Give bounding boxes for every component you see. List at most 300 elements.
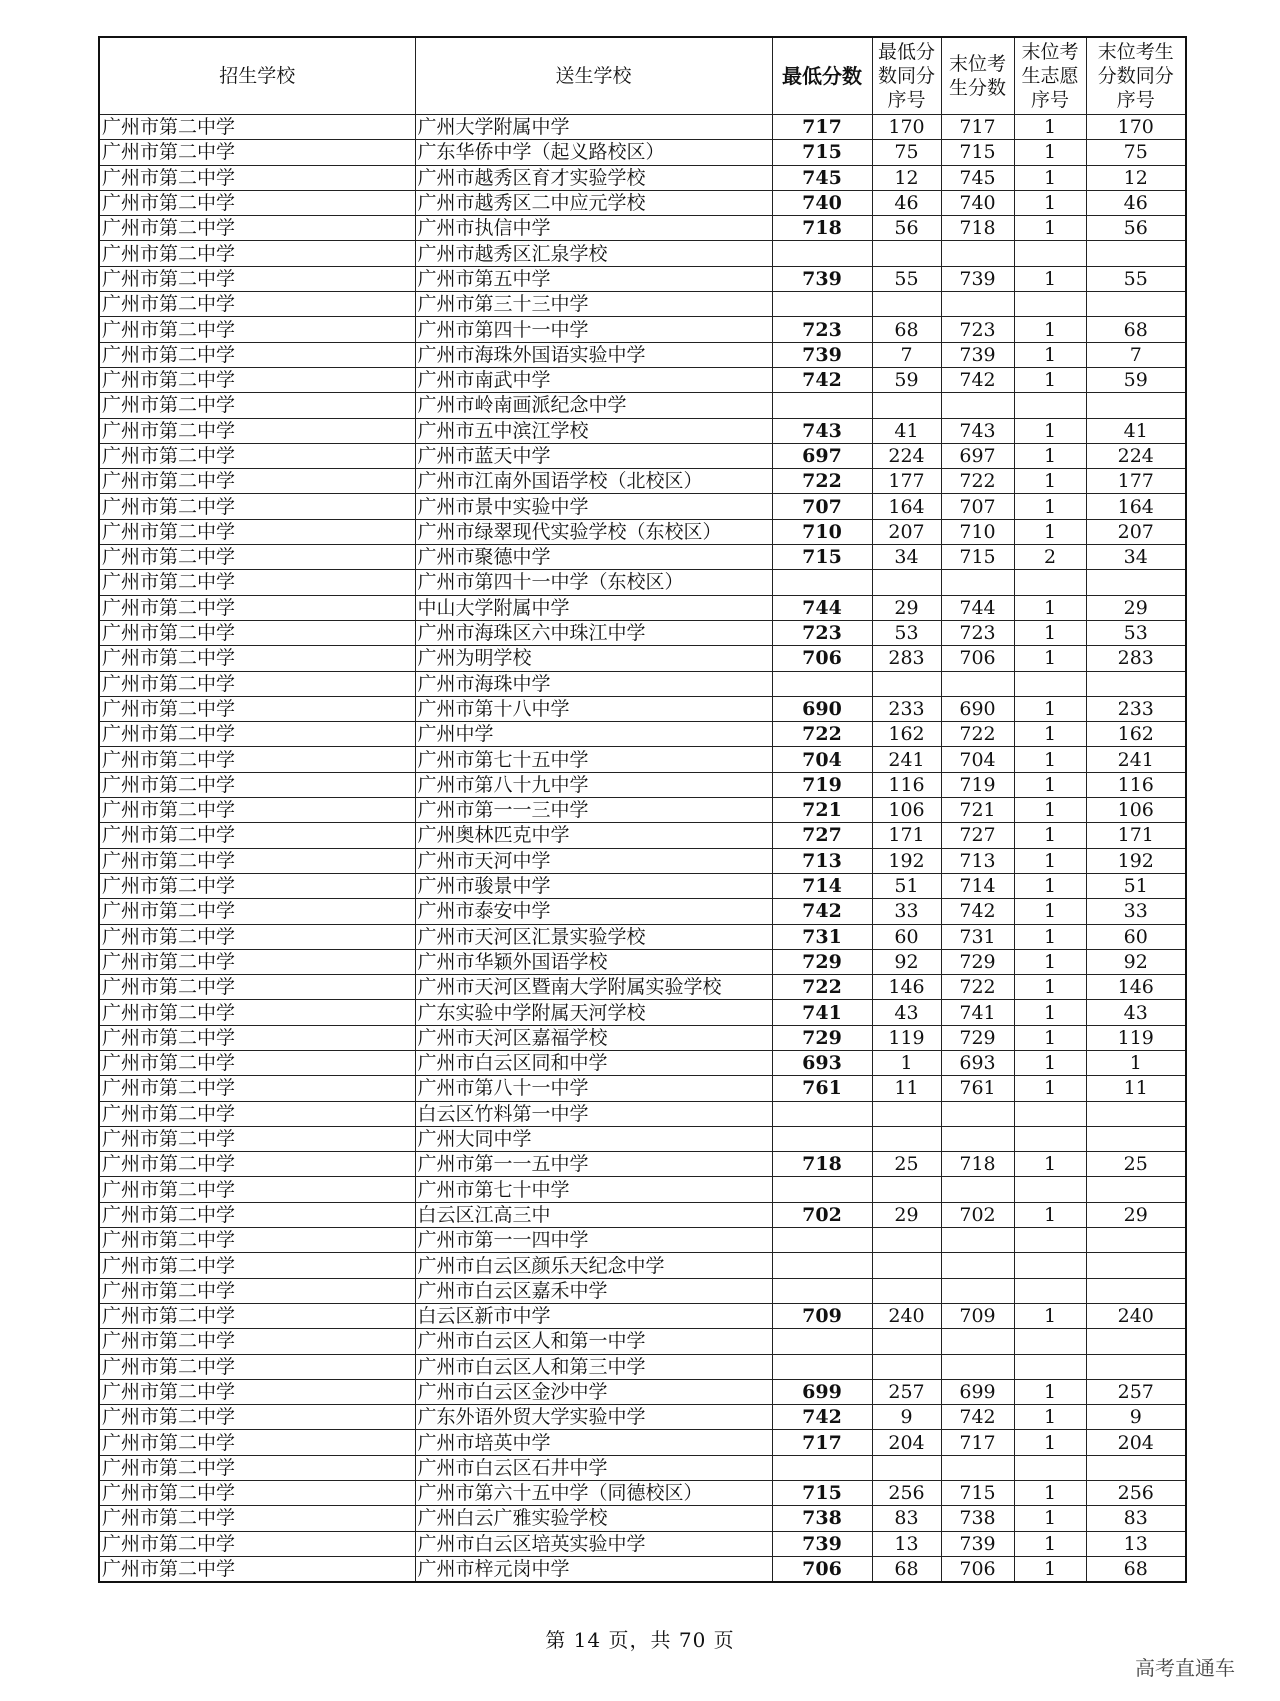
last-rank-cell: 1 [1086, 1050, 1186, 1075]
min-rank-cell: 257 [872, 1379, 941, 1404]
send-school-cell: 广东华侨中学（起义路校区） [415, 140, 772, 165]
send-school-cell: 广州为明学校 [415, 646, 772, 671]
last-rank-cell: 241 [1086, 747, 1186, 772]
send-school-cell: 广州大学附属中学 [415, 115, 772, 140]
last-score-cell: 722 [941, 722, 1014, 747]
admit-school-cell: 广州市第二中学 [99, 899, 415, 924]
min-rank-cell: 192 [872, 848, 941, 873]
min-rank-cell [872, 1101, 941, 1126]
last-score-cell: 739 [941, 342, 1014, 367]
last-choice-cell: 1 [1014, 266, 1086, 291]
last-score-cell: 722 [941, 469, 1014, 494]
last-score-cell [941, 1101, 1014, 1126]
last-rank-cell: 146 [1086, 975, 1186, 1000]
min-score-cell: 706 [772, 1556, 872, 1582]
admit-school-cell: 广州市第二中学 [99, 1050, 415, 1075]
table-row [99, 949, 1186, 974]
last-score-cell: 715 [941, 1481, 1014, 1506]
min-rank-cell [872, 292, 941, 317]
table-row [99, 747, 1186, 772]
last-rank-cell: 240 [1086, 1303, 1186, 1328]
last-score-cell: 714 [941, 873, 1014, 898]
last-rank-cell: 164 [1086, 494, 1186, 519]
last-choice-cell: 1 [1014, 899, 1086, 924]
send-school-cell: 广州市第七十五中学 [415, 747, 772, 772]
min-score-cell: 713 [772, 848, 872, 873]
min-score-cell: 727 [772, 823, 872, 848]
last-choice-cell [1014, 393, 1086, 418]
table-row [99, 1076, 1186, 1101]
min-score-cell: 742 [772, 367, 872, 392]
last-score-cell: 697 [941, 443, 1014, 468]
send-school-cell: 广东实验中学附属天河学校 [415, 1000, 772, 1025]
min-score-cell: 744 [772, 595, 872, 620]
admit-school-cell: 广州市第二中学 [99, 165, 415, 190]
send-school-cell: 广州市白云区金沙中学 [415, 1379, 772, 1404]
send-school-cell: 广州市白云区人和第一中学 [415, 1329, 772, 1354]
last-score-cell [941, 1354, 1014, 1379]
min-rank-cell: 25 [872, 1152, 941, 1177]
last-score-cell: 727 [941, 823, 1014, 848]
last-rank-cell [1086, 1253, 1186, 1278]
min-score-cell: 745 [772, 165, 872, 190]
last-rank-cell: 7 [1086, 342, 1186, 367]
min-rank-cell: 55 [872, 266, 941, 291]
admit-school-cell: 广州市第二中学 [99, 798, 415, 823]
last-score-cell: 723 [941, 317, 1014, 342]
send-school-cell: 广州市第一一五中学 [415, 1152, 772, 1177]
min-score-cell: 693 [772, 1050, 872, 1075]
last-score-cell: 718 [941, 1152, 1014, 1177]
table-row [99, 317, 1186, 342]
last-score-cell [941, 1177, 1014, 1202]
last-choice-cell: 1 [1014, 115, 1086, 140]
last-choice-cell [1014, 1177, 1086, 1202]
last-score-cell: 721 [941, 798, 1014, 823]
send-school-cell: 广州市天河中学 [415, 848, 772, 873]
min-rank-cell [872, 570, 941, 595]
admit-school-cell: 广州市第二中学 [99, 494, 415, 519]
send-school-cell: 白云区江高三中 [415, 1202, 772, 1227]
last-choice-cell: 1 [1014, 1303, 1086, 1328]
min-score-cell [772, 1228, 872, 1253]
send-school-cell: 广州市蓝天中学 [415, 443, 772, 468]
min-score-cell [772, 393, 872, 418]
send-school-cell: 广东外语外贸大学实验中学 [415, 1405, 772, 1430]
min-score-cell: 739 [772, 1531, 872, 1556]
min-score-cell [772, 570, 872, 595]
min-rank-cell: 53 [872, 620, 941, 645]
last-rank-cell: 119 [1086, 1025, 1186, 1050]
last-choice-cell: 1 [1014, 696, 1086, 721]
last-score-cell [941, 393, 1014, 418]
last-rank-cell: 9 [1086, 1405, 1186, 1430]
last-score-cell: 744 [941, 595, 1014, 620]
last-rank-cell: 29 [1086, 1202, 1186, 1227]
last-rank-cell [1086, 1228, 1186, 1253]
admit-school-cell: 广州市第二中学 [99, 570, 415, 595]
admit-school-cell: 广州市第二中学 [99, 671, 415, 696]
admit-school-cell: 广州市第二中学 [99, 266, 415, 291]
send-school-cell: 广州市白云区颜乐天纪念中学 [415, 1253, 772, 1278]
min-rank-cell: 60 [872, 924, 941, 949]
min-rank-cell: 75 [872, 140, 941, 165]
last-rank-cell: 177 [1086, 469, 1186, 494]
last-score-cell: 739 [941, 266, 1014, 291]
table-row [99, 1303, 1186, 1328]
min-score-cell: 739 [772, 266, 872, 291]
last-choice-cell [1014, 1253, 1086, 1278]
last-choice-cell: 1 [1014, 848, 1086, 873]
watermark-text: 高考直通车 [1135, 1656, 1235, 1680]
min-score-cell: 722 [772, 722, 872, 747]
table-row [99, 696, 1186, 721]
send-school-cell: 广州市聚德中学 [415, 545, 772, 570]
table-row [99, 393, 1186, 418]
last-choice-cell: 1 [1014, 1481, 1086, 1506]
last-score-cell [941, 1126, 1014, 1151]
min-rank-cell: 116 [872, 772, 941, 797]
last-rank-cell: 55 [1086, 266, 1186, 291]
last-choice-cell: 1 [1014, 1531, 1086, 1556]
last-rank-cell: 207 [1086, 519, 1186, 544]
last-score-cell: 709 [941, 1303, 1014, 1328]
last-score-cell: 717 [941, 115, 1014, 140]
min-rank-cell: 171 [872, 823, 941, 848]
min-rank-cell [872, 1455, 941, 1480]
min-score-cell: 742 [772, 1405, 872, 1430]
table-row [99, 722, 1186, 747]
table-row [99, 595, 1186, 620]
last-score-cell: 761 [941, 1076, 1014, 1101]
table-row [99, 342, 1186, 367]
admit-school-cell: 广州市第二中学 [99, 443, 415, 468]
header-last-rank: 末位考生分数同分序号 [1086, 37, 1186, 115]
send-school-cell: 广州中学 [415, 722, 772, 747]
last-rank-cell: 34 [1086, 545, 1186, 570]
min-score-cell: 702 [772, 1202, 872, 1227]
last-choice-cell: 1 [1014, 747, 1086, 772]
min-score-cell: 729 [772, 949, 872, 974]
send-school-cell: 广州市白云区嘉禾中学 [415, 1278, 772, 1303]
admit-school-cell: 广州市第二中学 [99, 1000, 415, 1025]
min-score-cell [772, 1329, 872, 1354]
admission-score-table [98, 36, 1187, 1583]
last-score-cell: 713 [941, 848, 1014, 873]
table-row [99, 1556, 1186, 1582]
admit-school-cell: 广州市第二中学 [99, 1253, 415, 1278]
last-score-cell: 731 [941, 924, 1014, 949]
table-row [99, 1025, 1186, 1050]
min-rank-cell [872, 1177, 941, 1202]
min-score-cell: 729 [772, 1025, 872, 1050]
send-school-cell: 广州市执信中学 [415, 216, 772, 241]
min-rank-cell: 177 [872, 469, 941, 494]
last-choice-cell [1014, 671, 1086, 696]
table-body [99, 115, 1186, 1583]
last-choice-cell: 1 [1014, 1202, 1086, 1227]
send-school-cell: 白云区新市中学 [415, 1303, 772, 1328]
admit-school-cell: 广州市第二中学 [99, 873, 415, 898]
last-score-cell: 741 [941, 1000, 1014, 1025]
min-rank-cell: 92 [872, 949, 941, 974]
table-row [99, 1278, 1186, 1303]
admit-school-cell: 广州市第二中学 [99, 1152, 415, 1177]
admit-school-cell: 广州市第二中学 [99, 292, 415, 317]
table-row [99, 1126, 1186, 1151]
table-row [99, 570, 1186, 595]
send-school-cell: 广州市骏景中学 [415, 873, 772, 898]
min-rank-cell: 224 [872, 443, 941, 468]
admit-school-cell: 广州市第二中学 [99, 393, 415, 418]
admit-school-cell: 广州市第二中学 [99, 317, 415, 342]
min-score-cell [772, 1455, 872, 1480]
min-score-cell: 721 [772, 798, 872, 823]
last-rank-cell [1086, 1278, 1186, 1303]
admit-school-cell: 广州市第二中学 [99, 1101, 415, 1126]
last-choice-cell: 1 [1014, 1000, 1086, 1025]
header-last-choice: 末位考生志愿序号 [1014, 37, 1086, 115]
last-rank-cell: 53 [1086, 620, 1186, 645]
table-row [99, 899, 1186, 924]
last-choice-cell: 1 [1014, 1050, 1086, 1075]
last-choice-cell: 1 [1014, 1430, 1086, 1455]
last-choice-cell [1014, 1126, 1086, 1151]
min-rank-cell: 283 [872, 646, 941, 671]
last-rank-cell: 204 [1086, 1430, 1186, 1455]
last-choice-cell [1014, 241, 1086, 266]
min-rank-cell [872, 1126, 941, 1151]
min-score-cell: 738 [772, 1506, 872, 1531]
send-school-cell: 广州市五中滨江学校 [415, 418, 772, 443]
min-score-cell: 722 [772, 975, 872, 1000]
min-rank-cell: 164 [872, 494, 941, 519]
admit-school-cell: 广州市第二中学 [99, 1303, 415, 1328]
min-rank-cell: 68 [872, 317, 941, 342]
table-row [99, 924, 1186, 949]
send-school-cell: 广州市白云区石井中学 [415, 1455, 772, 1480]
table-row [99, 1253, 1186, 1278]
last-choice-cell [1014, 292, 1086, 317]
send-school-cell: 广州市白云区培英实验中学 [415, 1531, 772, 1556]
min-score-cell: 739 [772, 342, 872, 367]
min-rank-cell: 56 [872, 216, 941, 241]
min-rank-cell: 207 [872, 519, 941, 544]
last-rank-cell: 106 [1086, 798, 1186, 823]
min-score-cell: 715 [772, 545, 872, 570]
last-choice-cell: 1 [1014, 469, 1086, 494]
last-score-cell [941, 1278, 1014, 1303]
last-rank-cell: 13 [1086, 1531, 1186, 1556]
last-score-cell [941, 1329, 1014, 1354]
send-school-cell: 广州市第一一四中学 [415, 1228, 772, 1253]
last-choice-cell: 1 [1014, 342, 1086, 367]
last-score-cell [941, 671, 1014, 696]
table-row [99, 1379, 1186, 1404]
last-score-cell: 702 [941, 1202, 1014, 1227]
admit-school-cell: 广州市第二中学 [99, 1329, 415, 1354]
admit-school-cell: 广州市第二中学 [99, 1228, 415, 1253]
admit-school-cell: 广州市第二中学 [99, 747, 415, 772]
table-row [99, 1430, 1186, 1455]
header-send-school: 送生学校 [415, 37, 772, 115]
min-rank-cell: 1 [872, 1050, 941, 1075]
last-score-cell [941, 292, 1014, 317]
last-score-cell: 715 [941, 545, 1014, 570]
send-school-cell: 广州市第六十五中学（同德校区） [415, 1481, 772, 1506]
admit-school-cell: 广州市第二中学 [99, 140, 415, 165]
table-row [99, 1329, 1186, 1354]
table-row [99, 1481, 1186, 1506]
last-score-cell: 722 [941, 975, 1014, 1000]
last-score-cell: 739 [941, 1531, 1014, 1556]
admit-school-cell: 广州市第二中学 [99, 722, 415, 747]
min-rank-cell: 34 [872, 545, 941, 570]
last-choice-cell: 1 [1014, 823, 1086, 848]
last-score-cell: 740 [941, 190, 1014, 215]
table-row [99, 1228, 1186, 1253]
last-rank-cell: 51 [1086, 873, 1186, 898]
last-choice-cell: 1 [1014, 190, 1086, 215]
min-rank-cell: 29 [872, 1202, 941, 1227]
min-rank-cell: 170 [872, 115, 941, 140]
last-rank-cell: 11 [1086, 1076, 1186, 1101]
last-rank-cell: 192 [1086, 848, 1186, 873]
admit-school-cell: 广州市第二中学 [99, 1531, 415, 1556]
min-score-cell: 717 [772, 1430, 872, 1455]
min-rank-cell: 43 [872, 1000, 941, 1025]
min-score-cell: 723 [772, 620, 872, 645]
last-rank-cell: 46 [1086, 190, 1186, 215]
header-last-score: 末位考生分数 [941, 37, 1014, 115]
send-school-cell: 广州市越秀区汇泉学校 [415, 241, 772, 266]
last-score-cell: 718 [941, 216, 1014, 241]
send-school-cell: 广州市海珠区六中珠江中学 [415, 620, 772, 645]
send-school-cell: 广州市第四十一中学 [415, 317, 772, 342]
last-choice-cell [1014, 1228, 1086, 1253]
min-score-cell: 741 [772, 1000, 872, 1025]
last-rank-cell [1086, 1354, 1186, 1379]
send-school-cell: 广州白云广雅实验学校 [415, 1506, 772, 1531]
last-score-cell: 723 [941, 620, 1014, 645]
table-row [99, 241, 1186, 266]
last-choice-cell: 1 [1014, 595, 1086, 620]
min-rank-cell [872, 1354, 941, 1379]
last-score-cell: 717 [941, 1430, 1014, 1455]
send-school-cell: 广州市第八十一中学 [415, 1076, 772, 1101]
last-rank-cell: 224 [1086, 443, 1186, 468]
table-row [99, 1152, 1186, 1177]
last-choice-cell: 1 [1014, 949, 1086, 974]
last-score-cell: 715 [941, 140, 1014, 165]
table-row [99, 1455, 1186, 1480]
send-school-cell: 广州市天河区嘉福学校 [415, 1025, 772, 1050]
last-rank-cell: 43 [1086, 1000, 1186, 1025]
admit-school-cell: 广州市第二中学 [99, 772, 415, 797]
admit-school-cell: 广州市第二中学 [99, 469, 415, 494]
last-rank-cell [1086, 1177, 1186, 1202]
last-choice-cell: 1 [1014, 722, 1086, 747]
last-score-cell: 743 [941, 418, 1014, 443]
admit-school-cell: 广州市第二中学 [99, 595, 415, 620]
last-rank-cell: 56 [1086, 216, 1186, 241]
min-score-cell: 717 [772, 115, 872, 140]
admit-school-cell: 广州市第二中学 [99, 1481, 415, 1506]
min-rank-cell: 12 [872, 165, 941, 190]
min-score-cell: 715 [772, 140, 872, 165]
min-rank-cell: 146 [872, 975, 941, 1000]
last-rank-cell: 233 [1086, 696, 1186, 721]
last-rank-cell: 92 [1086, 949, 1186, 974]
min-score-cell: 719 [772, 772, 872, 797]
table-row [99, 975, 1186, 1000]
min-rank-cell: 41 [872, 418, 941, 443]
last-score-cell: 745 [941, 165, 1014, 190]
last-choice-cell: 1 [1014, 772, 1086, 797]
min-score-cell: 697 [772, 443, 872, 468]
table-row [99, 266, 1186, 291]
last-rank-cell: 170 [1086, 115, 1186, 140]
min-rank-cell [872, 393, 941, 418]
last-choice-cell: 1 [1014, 1379, 1086, 1404]
table-row [99, 1506, 1186, 1531]
table-row [99, 216, 1186, 241]
min-score-cell: 731 [772, 924, 872, 949]
table-row [99, 1405, 1186, 1430]
send-school-cell: 广州市越秀区育才实验学校 [415, 165, 772, 190]
header-min-score: 最低分数 [772, 37, 872, 115]
min-rank-cell: 240 [872, 1303, 941, 1328]
min-score-cell: 718 [772, 1152, 872, 1177]
last-rank-cell: 171 [1086, 823, 1186, 848]
send-school-cell: 广州市第三十三中学 [415, 292, 772, 317]
last-rank-cell: 283 [1086, 646, 1186, 671]
send-school-cell: 广州市第十八中学 [415, 696, 772, 721]
last-score-cell: 742 [941, 367, 1014, 392]
send-school-cell: 广州大同中学 [415, 1126, 772, 1151]
send-school-cell: 广州市第一一三中学 [415, 798, 772, 823]
admit-school-cell: 广州市第二中学 [99, 216, 415, 241]
last-score-cell: 706 [941, 1556, 1014, 1582]
last-rank-cell: 75 [1086, 140, 1186, 165]
admit-school-cell: 广州市第二中学 [99, 519, 415, 544]
send-school-cell: 广州市绿翠现代实验学校（东校区） [415, 519, 772, 544]
last-rank-cell: 256 [1086, 1481, 1186, 1506]
last-rank-cell [1086, 570, 1186, 595]
min-rank-cell: 11 [872, 1076, 941, 1101]
min-score-cell: 715 [772, 1481, 872, 1506]
table-row [99, 367, 1186, 392]
last-rank-cell: 162 [1086, 722, 1186, 747]
last-choice-cell: 1 [1014, 1025, 1086, 1050]
send-school-cell: 广州市天河区汇景实验学校 [415, 924, 772, 949]
min-rank-cell: 13 [872, 1531, 941, 1556]
min-rank-cell: 233 [872, 696, 941, 721]
admit-school-cell: 广州市第二中学 [99, 1405, 415, 1430]
table-row [99, 873, 1186, 898]
send-school-cell: 广州市白云区人和第三中学 [415, 1354, 772, 1379]
admit-school-cell: 广州市第二中学 [99, 696, 415, 721]
admit-school-cell: 广州市第二中学 [99, 620, 415, 645]
admit-school-cell: 广州市第二中学 [99, 924, 415, 949]
last-score-cell [941, 1253, 1014, 1278]
send-school-cell: 白云区竹料第一中学 [415, 1101, 772, 1126]
last-rank-cell: 41 [1086, 418, 1186, 443]
last-score-cell [941, 570, 1014, 595]
table-row [99, 798, 1186, 823]
min-score-cell: 718 [772, 216, 872, 241]
last-choice-cell: 1 [1014, 140, 1086, 165]
